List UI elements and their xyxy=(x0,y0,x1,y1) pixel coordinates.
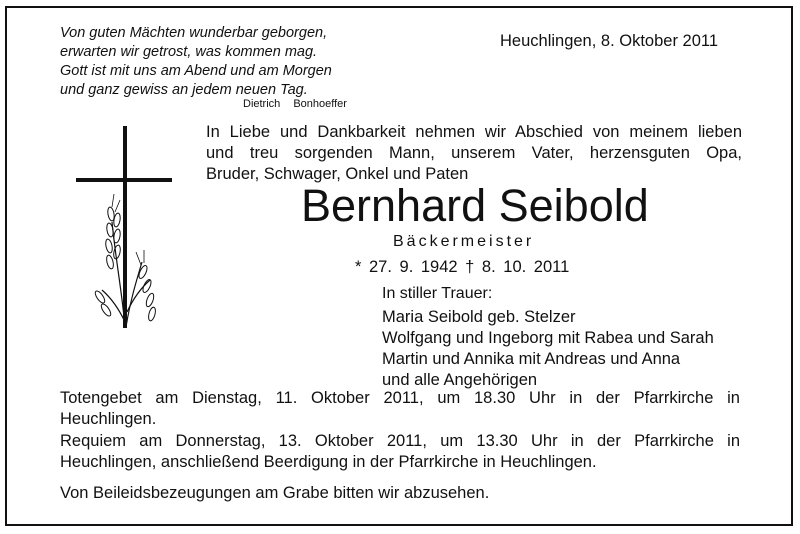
notice-line: Requiem am Donnerstag, 13. Oktober 2011, um 13.30 Uhr in der Pfarrkirche in xyxy=(60,432,740,450)
intro-text xyxy=(206,122,742,185)
deceased-name: Bernhard Seibold xyxy=(301,180,649,231)
mourner-line: Maria Seibold geb. Stelzer xyxy=(382,308,576,326)
mourning-heading: In stiller Trauer: xyxy=(382,285,493,302)
cross-with-wheat-icon xyxy=(70,122,180,332)
quote-author: Dietrich Bonhoeffer xyxy=(243,98,347,110)
intro-line: und treu sorgenden Mann, unserem Vater, herzensguten Opa, xyxy=(206,144,742,162)
quote-line: und ganz gewiss an jedem neuen Tag. xyxy=(60,82,308,98)
notice-line: Heuchlingen. xyxy=(60,410,157,428)
mourner-line: Wolfgang und Ingeborg mit Rabea und Sarah xyxy=(382,329,714,347)
mourner-line: und alle Angehörigen xyxy=(382,371,538,389)
deceased-profession: Bäckermeister xyxy=(393,233,535,250)
notice-line: Von Beileidsbezeugungen am Grabe bitten wir abzusehen. xyxy=(60,484,490,502)
quote-line: Gott ist mit uns am Abend und am Morgen xyxy=(60,63,332,79)
place-date: Heuchlingen, 8. Oktober 2011 xyxy=(500,32,719,50)
mourner-line: Martin und Annika mit Andreas und Anna xyxy=(382,350,681,368)
intro-line: Bruder, Schwager, Onkel und Paten xyxy=(206,165,469,183)
life-dates: * 27. 9. 1942 † 8. 10. 2011 xyxy=(355,258,570,276)
notice-line: Heuchlingen, anschließend Beerdigung in der Pfarrkirche in Heuchlingen. xyxy=(60,453,597,471)
notice-line: Totengebet am Dienstag, 11. Oktober 2011, um 18.30 Uhr in der Pfarrkirche in xyxy=(60,389,740,407)
mourners-list xyxy=(382,307,714,391)
requiem-notice xyxy=(60,431,740,473)
quote-block xyxy=(60,24,332,100)
quote-line: Von guten Mächten wunderbar geborgen, xyxy=(60,25,328,41)
prayer-notice xyxy=(60,388,740,430)
quote-line: erwarten wir getrost, was kommen mag. xyxy=(60,44,318,60)
condolence-notice xyxy=(60,483,740,504)
intro-line: In Liebe und Dankbarkeit nehmen wir Abschied von meinem lieben xyxy=(206,123,742,141)
